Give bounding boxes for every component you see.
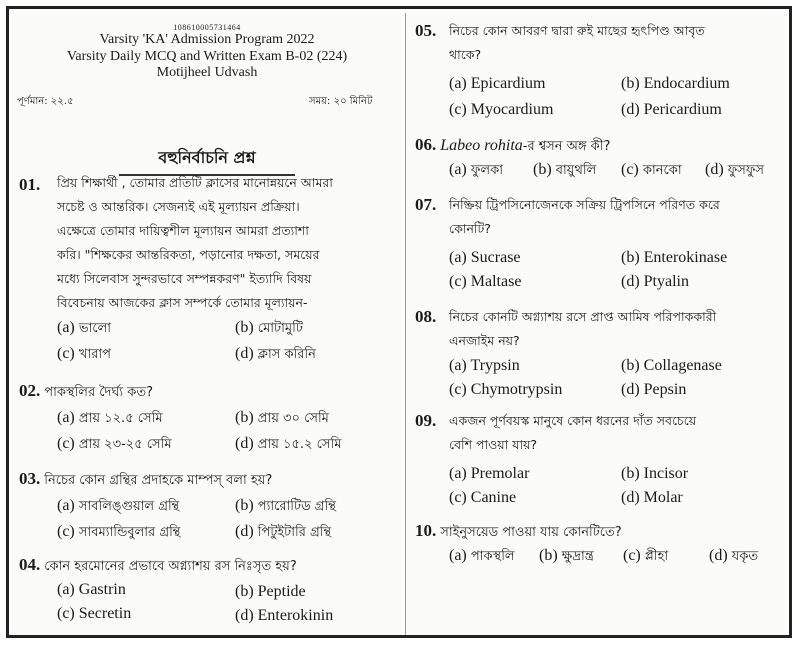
option-a[interactable]: (a) সাবলিঙ্গুয়াল গ্রন্থি <box>57 497 180 514</box>
option-d[interactable]: (d) ক্লাস করিনি <box>235 345 316 362</box>
option-b[interactable]: (b) প্যারোটিড গ্রন্থি <box>235 497 336 514</box>
option-a[interactable]: (a) Premolar <box>449 465 530 482</box>
option-b[interactable]: (b) Endocardium <box>621 75 730 92</box>
option-a[interactable]: (a) পাকস্থলি <box>449 547 515 564</box>
option-c[interactable]: (c) Canine <box>449 489 517 506</box>
option-c[interactable]: (c) কানকো <box>621 161 682 178</box>
option-b[interactable]: (b) বায়ুথলি <box>533 161 597 178</box>
option-c[interactable]: (c) প্লীহা <box>623 547 669 564</box>
time-limit: সময়: ২০ মিনিট <box>309 96 373 107</box>
option-a[interactable]: (a) প্রায় ১২.৫ সেমি <box>57 409 163 426</box>
option-d[interactable]: (d) Pericardium <box>621 101 722 118</box>
option-c[interactable]: (c) Myocardium <box>449 101 554 118</box>
option-b[interactable]: (b) ক্ষুদ্রান্ত্র <box>539 547 594 564</box>
option-a[interactable]: (a) ফুলকা <box>449 161 503 178</box>
option-c[interactable]: (c) প্রায় ২৩-২৫ সেমি <box>57 435 172 452</box>
option-a[interactable]: (a) Trypsin <box>449 357 520 374</box>
option-d[interactable]: (d) Pepsin <box>621 381 687 398</box>
question-text: নিচের কোনটি অগ্ন্যাশয় রসে প্রাপ্ত আমিষ পরিপাককারী এনজাইম নয়? <box>449 309 717 348</box>
option-d[interactable]: (d) Molar <box>621 489 683 506</box>
full-marks: পূর্ণমান: ২২.৫ <box>17 96 74 107</box>
exam-header <box>19 23 395 82</box>
question-text: নিষ্ক্রিয় ট্রিপসিনোজেনকে সক্রিয় ট্রিপসিনে পরিণত করে কোনটি? <box>449 197 720 236</box>
exam-code: 108610005731464 <box>173 23 241 32</box>
option-a[interactable]: (a) Gastrin <box>57 581 126 598</box>
question-text: নিচের কোন আবরণ দ্বারা রুই মাছের হৃৎপিণ্ড আবৃত থাকে? <box>449 23 705 62</box>
exam-title: Varsity Daily MCQ and Written Exam B-02 (224) <box>66 48 348 64</box>
question-number: 08. <box>415 307 437 326</box>
question-item: 02. পাকস্থলির দৈর্ঘ্য কত? <box>19 381 154 400</box>
option-b[interactable]: (b) Incisor <box>621 465 689 482</box>
program-title: Varsity 'KA' Admission Program 2022 <box>99 32 315 48</box>
question-text: প্রিয় শিক্ষার্থী , তোমার প্রতিটি ক্লাসের মানোন্নয়নে আমরা সচেষ্ট ও আন্তরিক। সেজন্যই এই মূল্যায়ন প্রক্রিয়া। এক্ষেত্রে তোমার দায়িত্বশীল মূল্যায়ন আমরা প্রত্যাশা করি। "শিক্ষকের আন্তরিকতা, পড়ানোর দক্ষতা, সময়ের মধ্যে সিলেবাস সুন্দরভাবে সম্পন্নকরণ" ইত্যাদি বিষয় বিবেচনায় আজকের ক্লাস সম্পর্কে তোমার মূল্যায়ন- <box>57 175 333 310</box>
option-c[interactable]: (c) সাবম্যান্ডিবুলার গ্রন্থি <box>57 523 181 540</box>
option-a[interactable]: (a) ভালো <box>57 319 112 336</box>
question-item: 06. Labeo rohita-র শ্বসন অঙ্গ কী? <box>415 135 611 154</box>
question-sheet <box>6 6 792 638</box>
question-text: একজন পূর্ণবয়স্ক মানুষে কোন ধরনের দাঁত সবচেয়ে বেশি পাওয়া যায়? <box>449 413 697 452</box>
question-item: 10. সাইনুসয়েড পাওয়া যায় কোনটিতে? <box>415 521 622 540</box>
option-b[interactable]: (b) প্রায় ৩০ সেমি <box>235 409 329 426</box>
option-b[interactable]: (b) Collagenase <box>621 357 722 374</box>
option-a[interactable]: (a) Epicardium <box>449 75 546 92</box>
option-a[interactable]: (a) Sucrase <box>449 249 521 266</box>
column-divider <box>405 13 406 635</box>
question-item: 03. নিচের কোন গ্রন্থির প্রদাহকে মাম্পস্ বলা হয়? <box>19 469 273 488</box>
option-d[interactable]: (d) প্রায় ১৫.২ সেমি <box>235 435 342 452</box>
option-c[interactable]: (c) Chymotrypsin <box>449 381 563 398</box>
option-c[interactable]: (c) Secretin <box>57 605 132 622</box>
question-number: 01. <box>19 175 41 194</box>
option-d[interactable]: (d) পিটুইটারি গ্রন্থি <box>235 523 332 540</box>
question-item: 04. কোন হরমোনের প্রভাবে অগ্ন্যাশয় রস নিঃসৃত হয়? <box>19 555 297 574</box>
question-number: 09. <box>415 411 437 430</box>
section-title: বহুনির্বাচনি প্রশ্ন <box>119 145 295 176</box>
option-d[interactable]: (d) Enterokinin <box>235 607 334 624</box>
option-b[interactable]: (b) মোটামুটি <box>235 319 303 336</box>
branch-name: Motijheel Udvash <box>156 65 258 81</box>
question-number: 07. <box>415 195 437 214</box>
option-c[interactable]: (c) Maltase <box>449 273 522 290</box>
option-d[interactable]: (d) যকৃত <box>709 547 759 564</box>
option-b[interactable]: (b) Peptide <box>235 583 306 600</box>
question-number: 05. <box>415 21 437 40</box>
option-d[interactable]: (d) ফুসফুস <box>705 161 764 178</box>
option-b[interactable]: (b) Enterokinase <box>621 249 728 266</box>
option-d[interactable]: (d) Ptyalin <box>621 273 689 290</box>
option-c[interactable]: (c) খারাপ <box>57 345 111 362</box>
